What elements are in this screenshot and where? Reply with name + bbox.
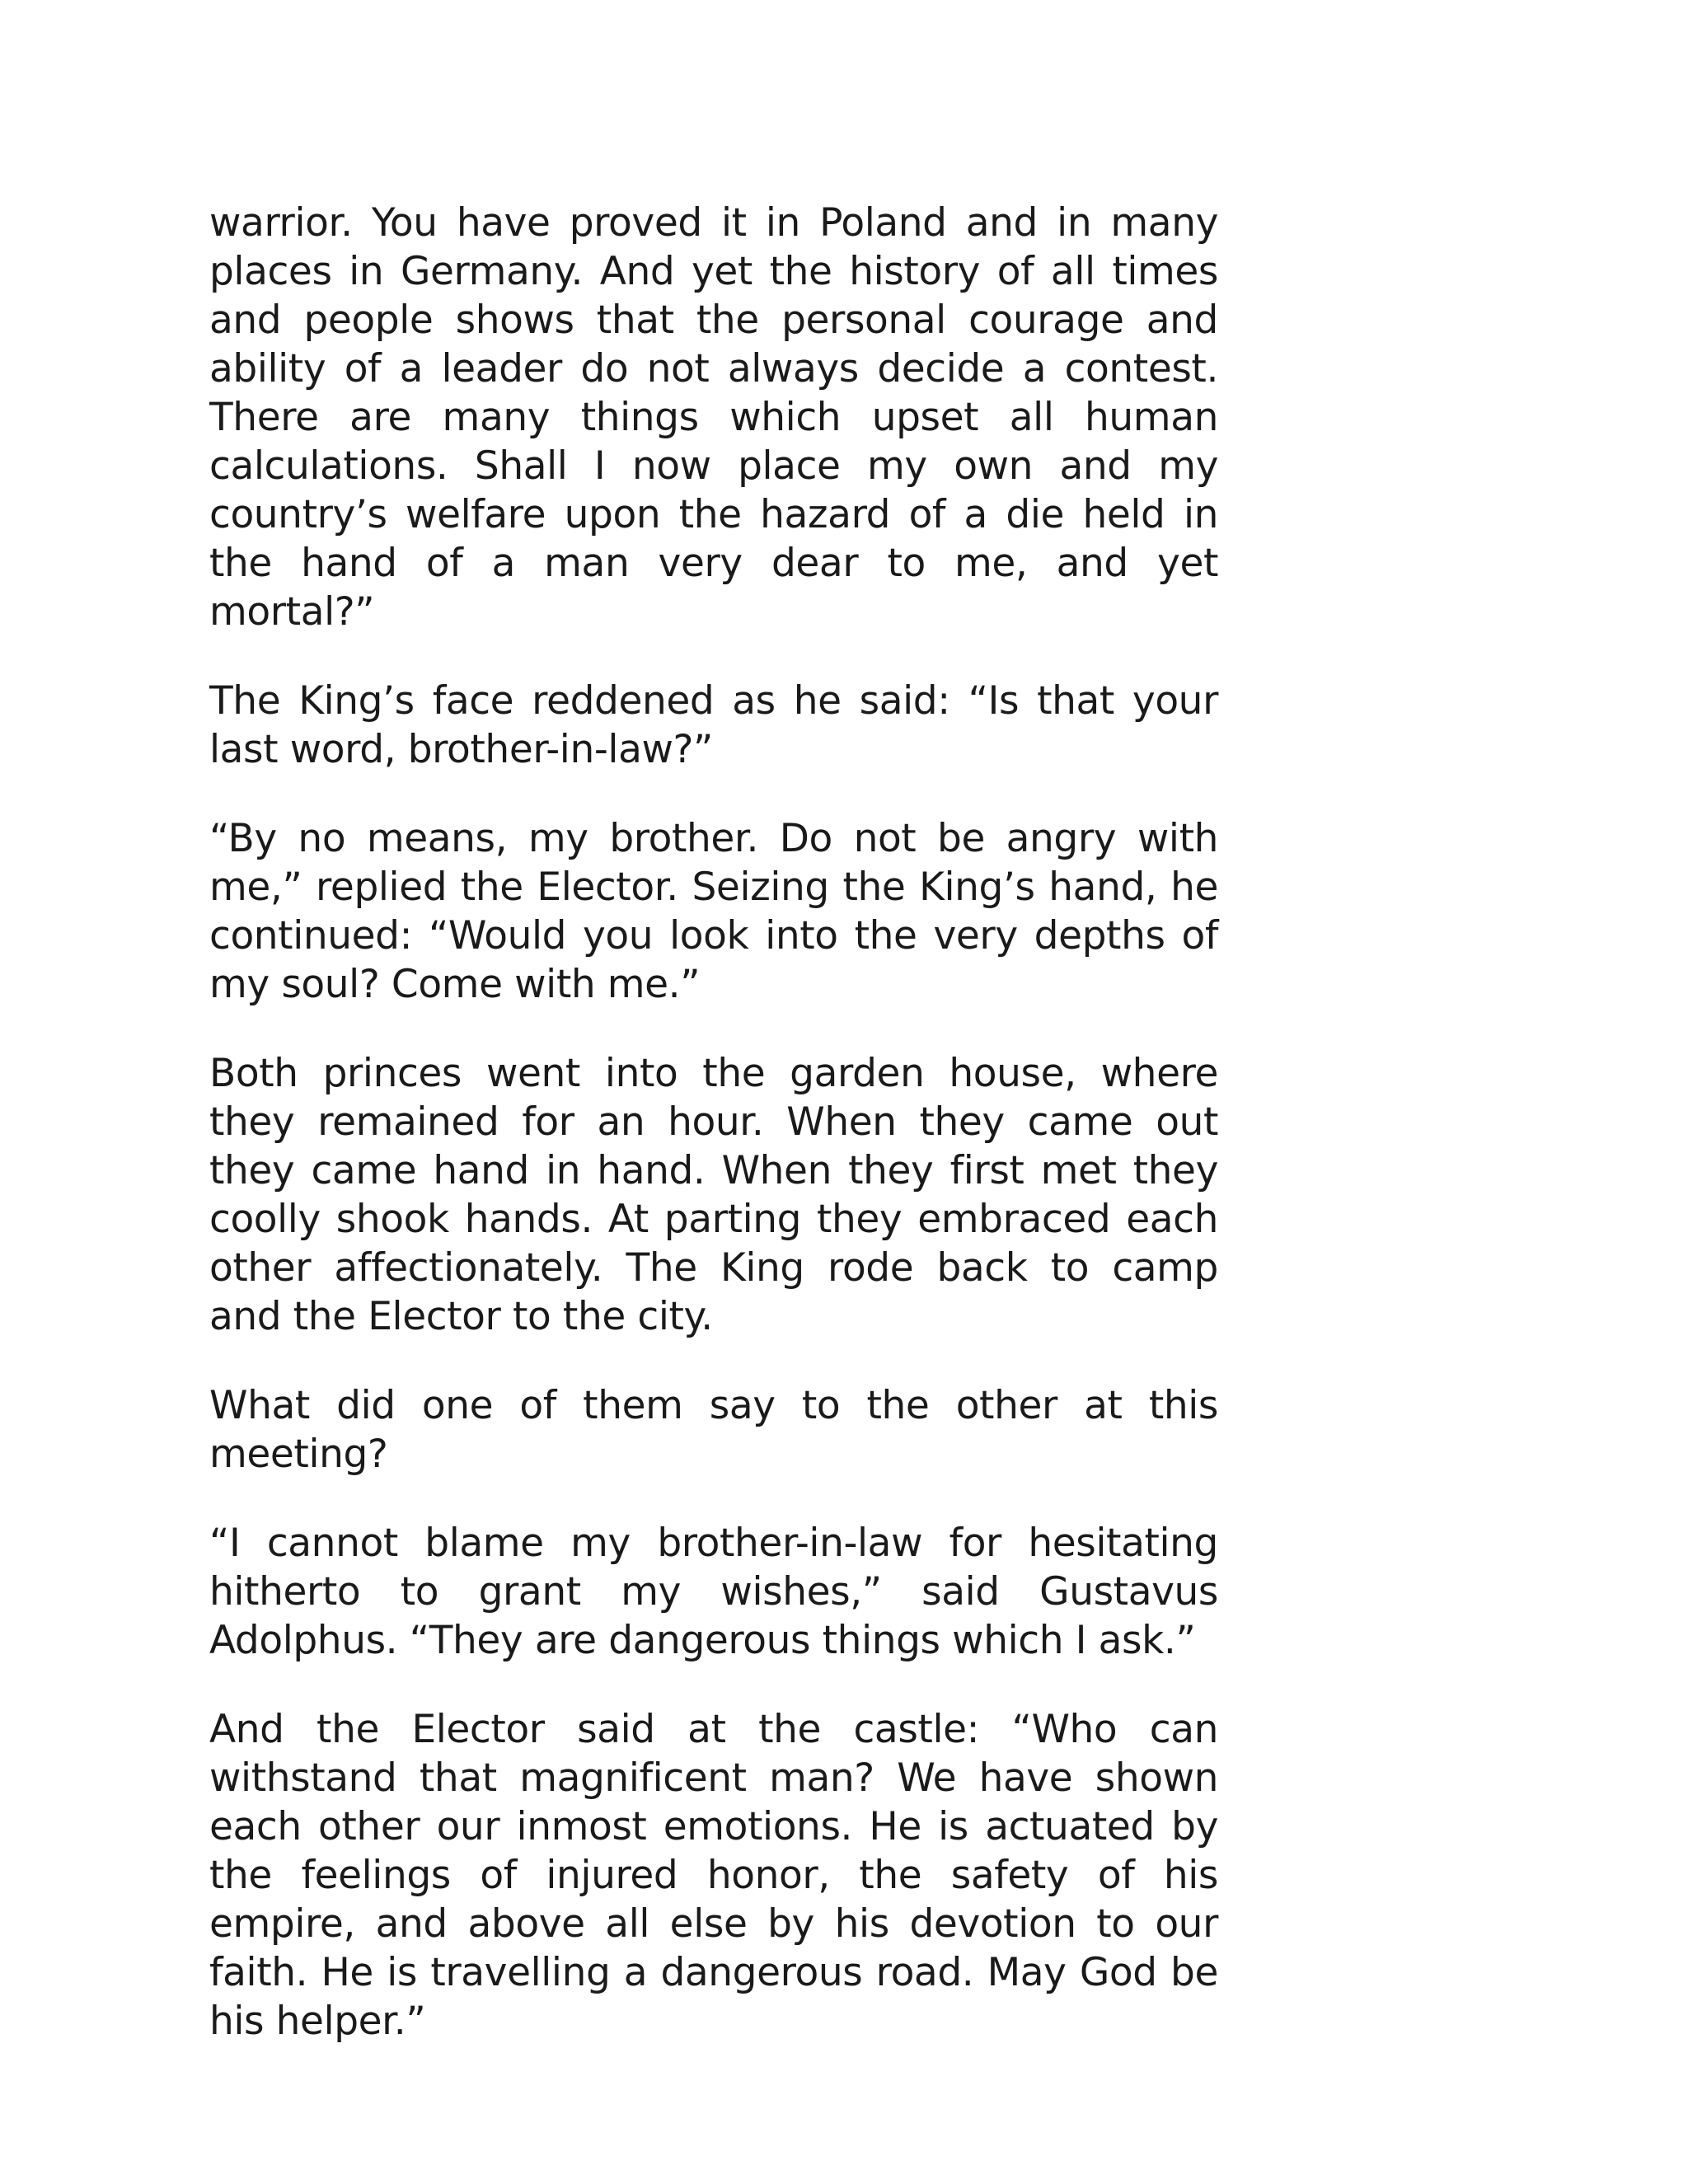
paragraph: “I cannot blame my brother-in-law for hesitating hitherto to grant my wishes,” said Gustavus Adolphus. “They are dangerous things which I ask.” [209,1521,1218,1663]
paragraph: “By no means, my brother. Do not be angry with me,” replied the Elector. Seizing the King’s hand, he continued: “Would you look into the very depths of my soul? Come with me.” [209,816,1218,1007]
paragraph: warrior. You have proved it in Poland and in many places in Germany. And yet the history of all times and people shows that the personal courage and ability of a leader do not always decide a contest. There are many things which upset all human calculations. Shall I now place my own and my country’s welfare upon the hazard of a die held in the hand of a man very dear to me, and yet mortal?” [209,200,1218,635]
paragraph: And the Elector said at the castle: “Who can withstand that magnificent man? We have shown each other our inmost emotions. He is actuated by the feelings of injured honor, the safety of his empire, and above all else by his devotion to our faith. He is travelling a dangerous road. May God be his helper.” [209,1707,1218,2044]
paragraph: What did one of them say to the other at this meeting? [209,1383,1218,1477]
paragraph: Both princes went into the garden house, where they remained for an hour. When they came out they came hand in hand. When they first met they coolly shook hands. At parting they embraced each other affectionately. The King rode back to camp and the Elector to the city. [209,1051,1218,1339]
paragraph: The King’s face reddened as he said: “Is that your last word, brother-in-law?” [209,678,1218,772]
body-text [209,199,1218,2046]
